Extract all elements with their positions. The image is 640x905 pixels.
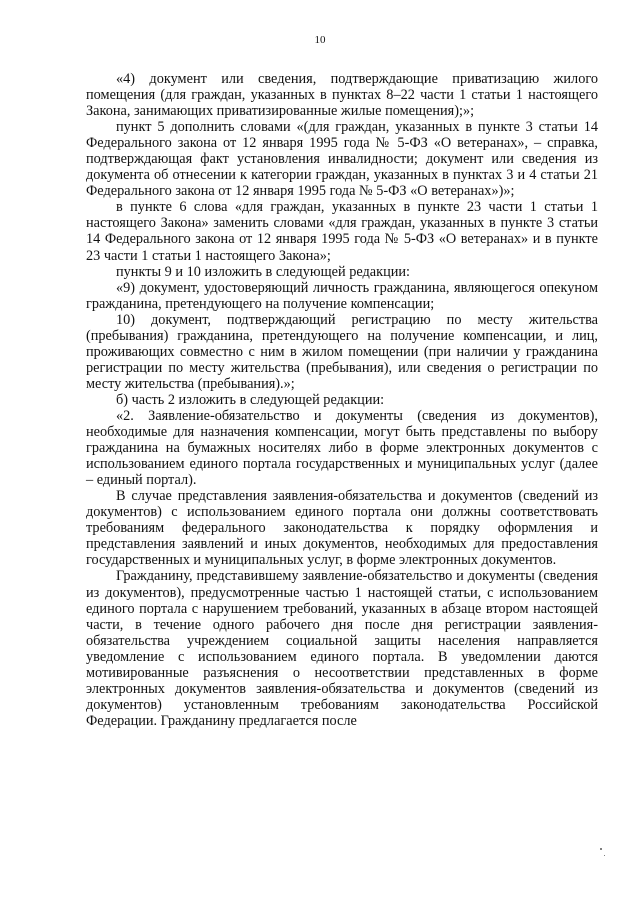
paragraph-6: 10) документ, подтверждающий регистрацию по месту жительства (пребывания) гражданина, претендующего на получение компенсации, и лиц, проживающих совместно с ним в жилом помещении (при наличии у гражданина регистрации по месту жительства (пребывания), или сведения о регистрации по месту жительства (пребывания).»;	[86, 311, 598, 392]
paragraph-3: в пункте 6 слова «для граждан, указанных в пункте 23 части 1 статьи 1 настоящего Закона» заменить словами «для граждан, указанных в пункте 3 статьи 14 Федерального закона от 12 января 1995 года № 5-ФЗ «О ветеранах» и в пункте 23 части 1 статьи 1 настоящего Закона»;	[86, 199, 598, 264]
paragraph-7: б) часть 2 изложить в следующей редакции:	[116, 391, 385, 408]
page-number: 10	[314, 34, 326, 46]
document-body	[86, 71, 598, 729]
paragraph-9: В случае представления заявления-обязательства и документов (сведений из документов) с использованием единого портала они должны соответствовать требованиям федерального законодательства к порядку оформления и представления заявлений и иных документов, необходимых для предоставления государственных и муниципальных услуг, в форме электронных документов.	[86, 488, 598, 569]
paragraph-10: Гражданину, представившему заявление-обязательство и документы (сведения из документов), предусмотренные частью 1 настоящей статьи, с использованием единого портала с нарушением требований, указанных в абзаце втором настоящей части, в течение одного рабочего дня после дня регистрации заявления-обязательства учреждением социальной защиты населения направляется уведомление с использованием единого портала. В уведомлении даются мотивированные разъяснения о несоответствии представленных в форме электронных документов заявления-обязательства и документов (сведений из документов) установленным требованиям законодательства Российской Федерации. Гражданину предлагается после	[86, 568, 598, 729]
paragraph-5: «9) документ, удостоверяющий личность гражданина, являющегося опекуном гражданина, претендующего на получение компенсации;	[86, 279, 598, 312]
paragraph-4: пункты 9 и 10 изложить в следующей редакции:	[116, 263, 410, 280]
paragraph-2: пункт 5 дополнить словами «(для граждан, указанных в пункте 3 статьи 14 Федерального закона от 12 января 1995 года № 5-ФЗ «О ветеранах», – справка, подтверждающая факт установления инвалидности; документ или сведения из документа об отнесении к категории граждан, указанных в пунктах 3 и 4 статьи 21 Федерального закона от 12 января 1995 года № 5-ФЗ «О ветеранах»)»;	[86, 119, 598, 200]
scan-speck	[600, 848, 602, 850]
scan-speck	[604, 855, 605, 856]
paragraph-1: «4) документ или сведения, подтверждающие приватизацию жилого помещения (для граждан, указанных в пунктах 8–22 части 1 статьи 1 настоящего Закона, занимающих приватизированные жилые помещения);»;	[86, 71, 598, 120]
paragraph-8: «2. Заявление-обязательство и документы (сведения из документов), необходимые для назначения компенсации, могут быть представлены по выбору гражданина на бумажных носителях либо в форме электронных документов с использованием единого портала государственных и муниципальных услуг (далее – единый портал).	[86, 407, 598, 489]
